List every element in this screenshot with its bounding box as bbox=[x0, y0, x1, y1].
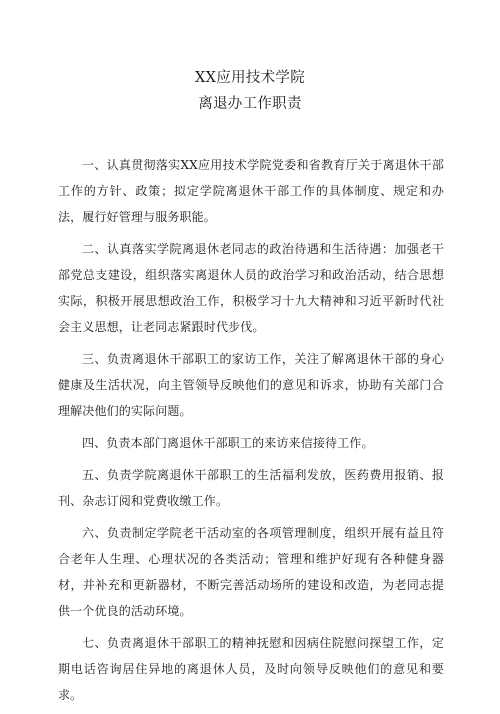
duty-paragraph-3: 三、负责离退休干部职工的家访工作，关注了解离退休干部的身心健康及生活状况，向主管领导反映他们的意见和诉求，协助有关部门合理解决他们的实际问题。 bbox=[58, 352, 444, 418]
duty-paragraph-7: 七、负责离退休干部职工的精神抚慰和因病住院慰问探望工作，定期电话咨询居住异地的离退休人员，及时向领导反映他们的意见和要求。 bbox=[58, 636, 444, 702]
duty-paragraph-2: 二、认真落实学院离退休老同志的政治待遇和生活待遇：加强老干部党总支建设，组织落实离退休人员的政治学习和政治活动，结合思想实际，积极开展思想政治工作，积极学习十九大精神和习近平新时代社会主义思想，让老同志紧跟时代步伐。 bbox=[58, 242, 444, 334]
document-body bbox=[58, 152, 444, 714]
duty-paragraph-5: 五、负责学院离退休干部职工的生活福利发放，医药费用报销、报刊、杂志订阅和党费收缴工作。 bbox=[58, 468, 444, 508]
document-title-institution: XX应用技术学院 bbox=[194, 70, 306, 86]
duty-paragraph-4: 四、负责本部门离退休干部职工的来访来信接待工作。 bbox=[82, 436, 374, 450]
document-title-office-duties: 离退办工作职责 bbox=[198, 96, 302, 112]
duty-paragraph-1: 一、认真贯彻落实XX应用技术学院党委和省教育厅关于离退休干部工作的方针、政策；拟定学院离退休干部工作的具体制度、规定和办法，履行好管理与服务职能。 bbox=[58, 158, 444, 224]
document-title-block bbox=[0, 68, 500, 114]
duty-paragraph-6: 六、负责制定学院老干活动室的各项管理制度，组织开展有益且符合老年人生理、心理状况的各类活动；管理和维护好现有各种健身器材，并补充和更新器材，不断完善活动场所的建设和改造，为老同志提供一个优良的活动环境。 bbox=[58, 526, 444, 618]
